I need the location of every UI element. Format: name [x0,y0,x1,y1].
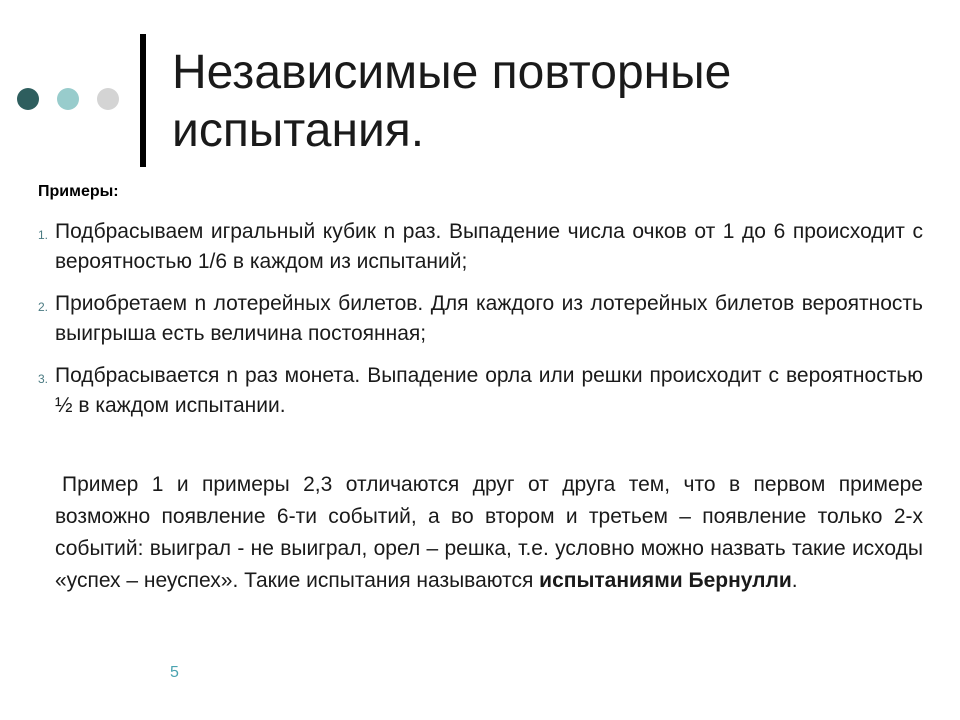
gray-dot [97,88,119,110]
paragraph-end: . [791,569,798,592]
title-divider-bar [140,34,146,167]
page-number: 5 [170,664,179,681]
list-item [38,217,923,277]
examples-list [38,217,923,433]
dark-teal-dot [17,88,39,110]
examples-heading: Примеры: [38,183,119,200]
list-number: 3. [38,372,49,386]
light-teal-dot [57,88,79,110]
list-item [38,361,923,421]
list-number: 1. [38,228,49,242]
list-item-text: Приобретаем n лотерейных билетов. Для каждого из лотерейных билетов вероятность выигрыша есть величина постоянная; [55,292,923,345]
conclusion-paragraph [55,469,923,597]
list-item [38,289,923,349]
paragraph-text: Пример 1 и примеры 2,3 отличаются друг от друга тем, что в первом примере возможно появление 6-ти событий, а во втором и третьем – появление только 2-х событий: выиграл - не выиграл, орел – решка, т.е. условно можно назвать такие исходы «успех – неуспех». Такие испытания называются [55,473,923,592]
list-item-text: Подбрасывается n раз монета. Выпадение орла или решки происходит с вероятностью ½ в каждом испытании. [55,364,923,417]
list-number: 2. [38,300,49,314]
bernoulli-term: испытаниями Бернулли [539,569,792,592]
slide-title: Независимые повторные испытания. [172,46,732,157]
list-item-text: Подбрасываем игральный кубик n раз. Выпадение числа очков от 1 до 6 происходит с вероятностью 1/6 в каждом из испытаний; [55,220,923,273]
